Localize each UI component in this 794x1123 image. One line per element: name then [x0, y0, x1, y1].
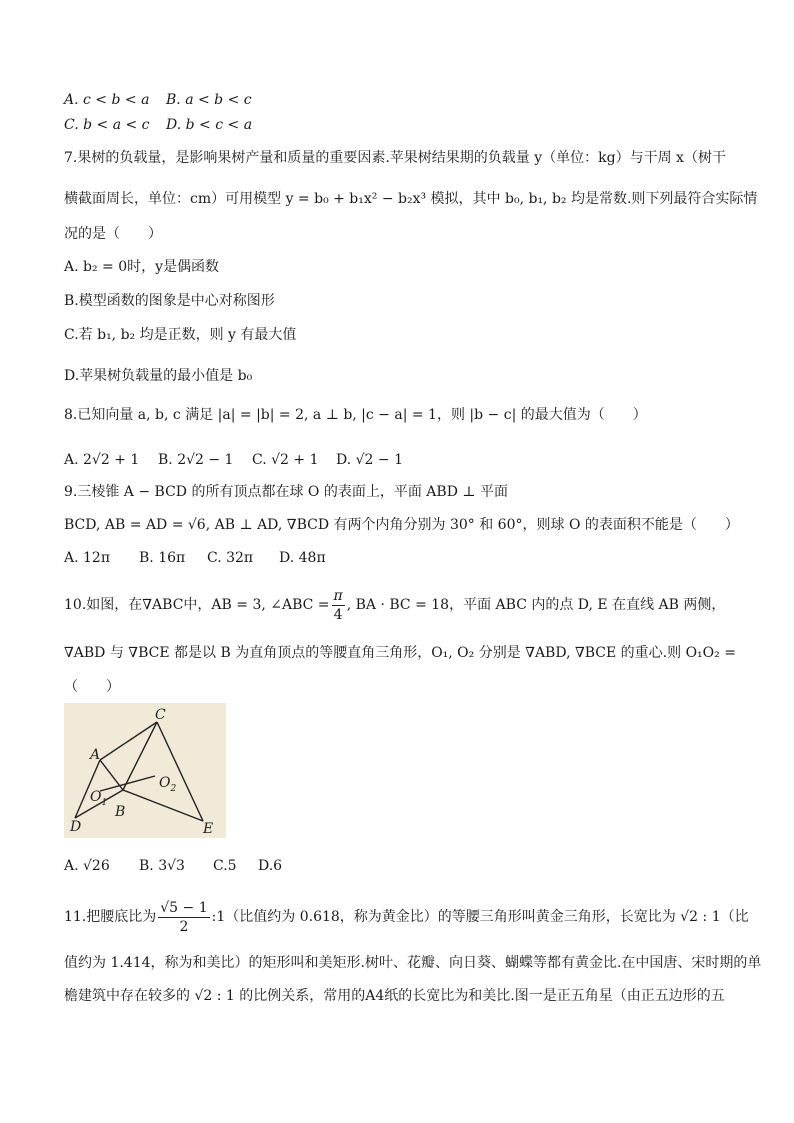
q9-options	[64, 548, 326, 568]
q10-stem-line2: ∇ABD 与 ∇BCE 都是以 B 为直角顶点的等腰直角三角形，O₁, O₂ 分别是 ∇ABD, ∇BCE 的重心.则 O₁O₂ =	[64, 645, 736, 661]
q7-option-b: B.模型函数的图象是中心对称图形	[64, 293, 275, 309]
q6-option-c: C. b < a < c	[64, 117, 150, 133]
q10-fraction-denominator: 4	[333, 606, 343, 623]
label-o2	[159, 775, 176, 794]
q10-stem-part1: 10.如图，在∇ABC中，AB = 3, ∠ABC =	[64, 597, 330, 613]
q8-option-d: D. √2 − 1	[336, 452, 403, 468]
q9-stem-line2: BCD, AB = AD = √6, AB ⊥ AD, ∇BCD 有两个内角分别为 30° 和 60°，则球 O 的表面积不能是（ ）	[64, 517, 739, 533]
q9-option-a: A. 12π	[64, 550, 111, 566]
segment-ac	[100, 722, 157, 760]
q11-stem-part2: :1（比值约为 0.618，称为黄金比）的等腰三角形叫黄金三角形，长宽比为 √2 : 1（比	[211, 909, 749, 925]
q10-option-d: D.6	[258, 858, 283, 874]
q9-option-b: B. 16π	[139, 550, 186, 566]
q10-figure-svg	[64, 703, 226, 838]
q11-fraction-denominator: 2	[179, 918, 189, 935]
q7-option-c: C.若 b₁, b₂ 均是正数，则 y 有最大值	[64, 327, 297, 343]
label-e: E	[203, 821, 214, 837]
label-o1-letter: O	[90, 789, 102, 805]
q9-option-c: C. 32π	[207, 550, 254, 566]
q10-option-c: C.5	[213, 858, 237, 874]
q8-option-a: A. 2√2 + 1	[64, 452, 140, 468]
q8-option-c: C. √2 + 1	[252, 452, 319, 468]
q7-stem-line3: 况的是（ ）	[64, 226, 162, 242]
q7-stem-line2: 横截面周长，单位：cm）可用模型 y = b₀ + b₁x² − b₂x³ 模拟，其中 b₀, b₁, b₂ 均是常数.则下列最符合实际情	[64, 191, 758, 207]
q11-stem-line3: 檐建筑中存在较多的 √2 : 1 的比例关系，常用的A4纸的长宽比为和美比.图一是正五角星（由正五边形的五	[64, 988, 725, 1004]
q6-option-d: D. b < c < a	[166, 117, 253, 133]
q10-geometry-figure	[64, 703, 226, 838]
q11-stem-line2: 值约为 1.414，称为和美比）的矩形叫和美矩形.树叶、花瓣、向日葵、蝴蝶等都有黄金比.在中国唐、宋时期的单	[64, 955, 762, 971]
q8-options	[64, 450, 403, 470]
q9-stem-line1: 9.三棱锥 A − BCD 的所有顶点都在球 O 的表面上，平面 ABD ⊥ 平面	[64, 484, 508, 500]
q6-options-row1	[64, 90, 252, 110]
q10-option-b: B. 3√3	[139, 858, 185, 874]
q10-option-a: A. √26	[64, 858, 110, 874]
q11-golden-fraction	[158, 899, 209, 936]
q10-stem-part2: , BA · BC = 18，平面 ABC 内的点 D, E 在直线 AB 两侧，	[346, 597, 726, 613]
q11-fraction-numerator: √5 − 1	[160, 899, 208, 916]
q10-options	[64, 856, 282, 876]
segment-o1o2	[100, 776, 155, 791]
label-o2-letter: O	[159, 775, 171, 791]
q10-stem-line3: （ ）	[64, 679, 120, 695]
q8-stem: 8.已知向量 a, b, c 满足 |a| = |b| = 2, a ⊥ b, |c − a| = 1，则 |b − c| 的最大值为（ ）	[64, 407, 647, 423]
q9-option-d: D. 48π	[279, 550, 326, 566]
label-d: D	[70, 819, 82, 835]
q6-option-b: B. a < b < c	[166, 92, 252, 108]
label-o1-sub: 1	[101, 798, 108, 808]
q6-options-row2	[64, 115, 252, 135]
label-c: C	[155, 707, 166, 723]
q7-stem-line1: 7.果树的负载量，是影响果树产量和质量的重要因素.苹果树结果期的负载量 y（单位：kg）与干周 x（树干	[64, 150, 726, 166]
label-a: A	[90, 747, 101, 763]
q10-stem-line1	[64, 585, 725, 625]
q6-option-a: A. c < b < a	[64, 92, 150, 108]
q7-option-d: D.苹果树负载量的最小值是 b₀	[64, 368, 253, 384]
q7-option-a: A. b₂ = 0时，y是偶函数	[64, 259, 220, 275]
q11-stem-part1: 11.把腰底比为	[64, 909, 157, 925]
q8-option-b: B. 2√2 − 1	[158, 452, 234, 468]
label-o1	[90, 789, 107, 808]
q11-stem-line1	[64, 895, 749, 939]
label-o2-sub: 2	[170, 784, 177, 794]
q10-angle-fraction	[332, 587, 345, 624]
label-b: B	[115, 804, 126, 820]
q10-fraction-numerator: π	[333, 587, 343, 604]
